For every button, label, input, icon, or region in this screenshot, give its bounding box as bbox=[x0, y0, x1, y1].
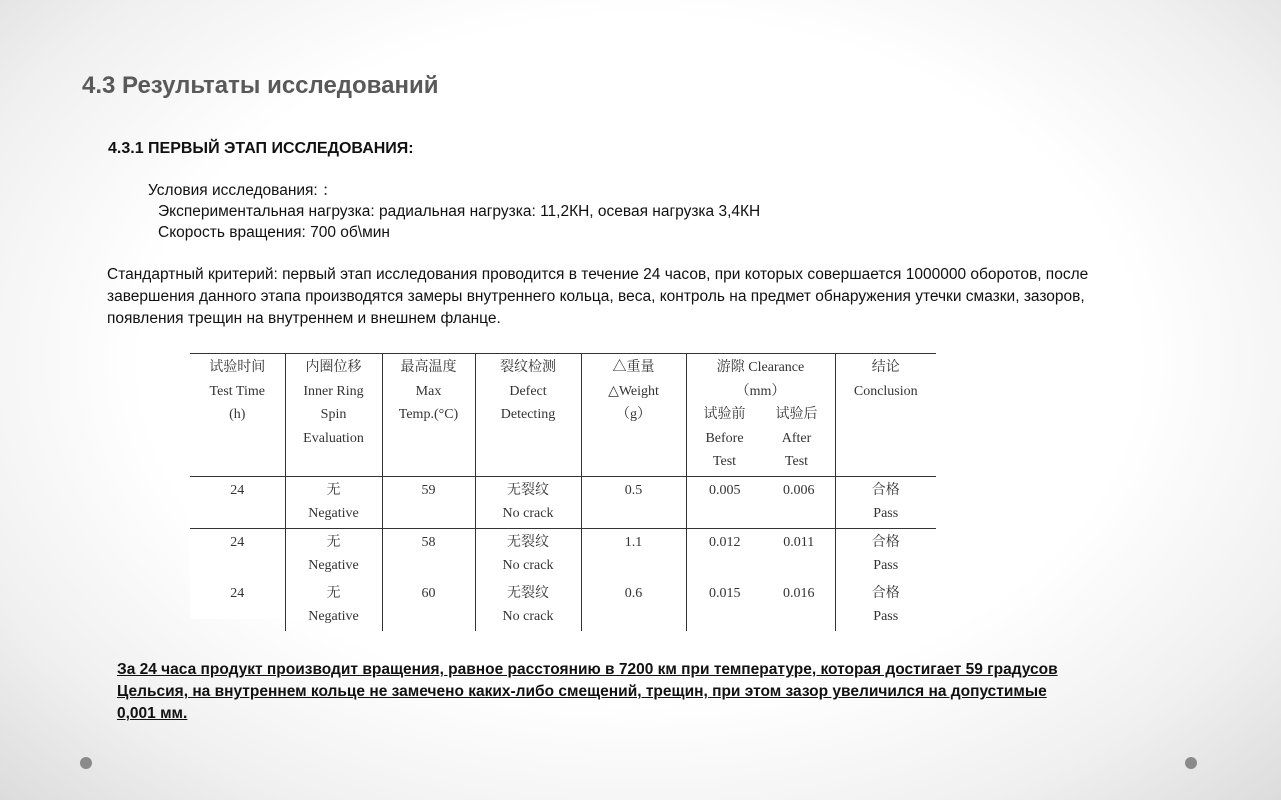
cell-temp: 60 bbox=[382, 580, 475, 631]
cell-inner-ring: 无 Negative bbox=[285, 580, 382, 631]
decorative-dot-left bbox=[80, 757, 92, 769]
cell-inner-ring: 无 Negative bbox=[285, 476, 382, 528]
cell-defect: 无裂纹 No crack bbox=[475, 476, 581, 528]
results-table-image bbox=[190, 353, 936, 624]
cell-temp: 58 bbox=[382, 528, 475, 580]
header-after-test: 试验后 After Test bbox=[775, 407, 818, 469]
header-conclusion: 结论 Conclusion bbox=[835, 354, 936, 477]
cell-before: 0.012 bbox=[709, 534, 741, 550]
cell-weight: 0.5 bbox=[581, 476, 686, 528]
table-header-row bbox=[190, 354, 936, 477]
cell-conclusion: 合格 Pass bbox=[871, 534, 900, 573]
cell-defect: 无裂纹 No crack bbox=[475, 528, 581, 580]
cell-inner-ring: 无 Negative bbox=[285, 528, 382, 580]
header-inner-ring: 内圈位移 Inner Ring Spin Evaluation bbox=[285, 354, 382, 477]
cell-time: 24 bbox=[190, 476, 285, 528]
header-max-temp: 最高温度 Max Temp.(°C) bbox=[382, 354, 475, 477]
cell-time: 24 bbox=[190, 580, 285, 631]
header-test-time: 试验时间 Test Time (h) bbox=[190, 354, 285, 477]
standard-criteria: Стандартный критерий: первый этап исследования проводится в течение 24 часов, при которых совершается 1000000 оборотов, после завершения данного этапа производятся замеры внутреннего кольца, веса, контроль на предмет обнаружения утечки смазки, зазоров, появления трещин на внутреннем и внешнем фланце. bbox=[107, 266, 1089, 327]
cell-weight: 1.1 bbox=[581, 528, 686, 580]
conditions-speed: Скорость вращения: 700 об\мин bbox=[158, 224, 390, 241]
conditions-load: Экспериментальная нагрузка: радиальная нагрузка: 11,2КН, осевая нагрузка 3,4КН bbox=[158, 203, 761, 220]
cell-before: 0.005 bbox=[686, 476, 763, 528]
results-table bbox=[190, 353, 936, 631]
conditions-label: Условия исследования: ： bbox=[148, 182, 338, 199]
conclusion-text: За 24 часа продукт производит вращения, равное расстоянию в 7200 км при температуре, которая достигает 59 градусов Цельсия, на внутреннем кольце не замечено каких-либо смещений, трещин, при этом зазор увеличился на допустимые 0,001 мм. bbox=[117, 661, 1058, 722]
slide-title: 4.3 Результаты исследований bbox=[82, 72, 439, 99]
cell-temp: 59 bbox=[382, 476, 475, 528]
cell-defect: 无裂纹 No crack bbox=[475, 580, 581, 631]
decorative-dot-right bbox=[1185, 757, 1197, 769]
cell-after: 0.011 bbox=[763, 528, 835, 580]
cell-conclusion: 合格 Pass bbox=[871, 585, 900, 624]
table-row bbox=[190, 580, 936, 631]
table-row bbox=[190, 528, 936, 580]
cell-weight: 0.6 bbox=[581, 580, 686, 631]
cell-before: 0.015 bbox=[709, 585, 741, 601]
table-row bbox=[190, 476, 936, 528]
cell-conclusion: 合格 Pass bbox=[835, 476, 936, 528]
header-before-test: 试验前 Before Test bbox=[703, 407, 746, 469]
header-weight: △重量 △Weight （g） bbox=[581, 354, 686, 477]
test-conditions bbox=[148, 180, 760, 243]
cell-time: 24 bbox=[190, 528, 285, 580]
header-clearance: 游隙 Clearance （mm） 试验前 Before Test 试验后 After Test bbox=[686, 354, 835, 477]
section-heading: 4.3.1 ПЕРВЫЙ ЭТАП ИССЛЕДОВАНИЯ: bbox=[108, 140, 414, 157]
cell-after: 0.016 bbox=[763, 580, 835, 631]
cell-after: 0.006 bbox=[763, 476, 835, 528]
header-defect: 裂纹检测 Defect Detecting bbox=[475, 354, 581, 477]
